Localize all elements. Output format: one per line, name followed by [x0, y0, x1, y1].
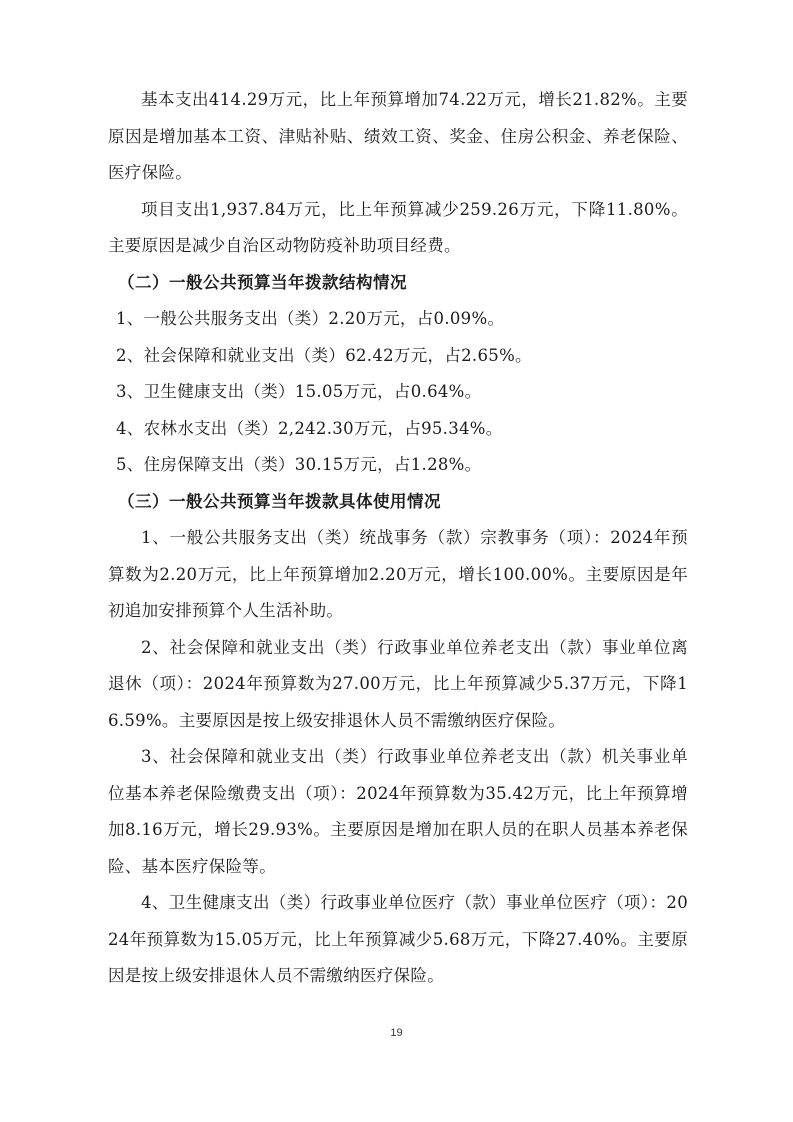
list-item: 5、住房保障支出（类）30.15万元，占1.28%。 — [116, 455, 482, 474]
paragraph-project-expenditure: 项目支出1,937.84万元，比上年预算减少259.26万元，下降11.80%。主要原因是减少自治区动物防疫补助项目经费。 — [108, 199, 688, 255]
paragraph-usage-2: 2、社会保障和就业支出（类）行政事业单位养老支出（款）事业单位离退休（项）：2024年预算数为27.00万元，比上年预算减少5.37万元，下降16.59%。主要原因是按上级安排退休人员不需缴纳医疗保险。 — [108, 637, 688, 730]
paragraph-basic-expenditure: 基本支出414.29万元，比上年预算增加74.22万元，增长21.82%。主要原因是增加基本工资、津贴补贴、绩效工资、奖金、住房公积金、养老保险、医疗保险。 — [108, 90, 688, 182]
list-item: 2、社会保障和就业支出（类）62.42万元，占2.65%。 — [116, 345, 532, 365]
list-item: 3、卫生健康支出（类）15.05万元，占0.64%。 — [116, 382, 482, 401]
section-heading-usage: （三）一般公共预算当年拨款具体使用情况 — [118, 491, 441, 511]
paragraph-usage-1: 1、一般公共服务支出（类）统战事务（款）宗教事务（项）：2024年预算数为2.20万元，比上年预算增加2.20万元，增长100.00%。主要原因是年初追加安排预算个人生活补助。 — [108, 528, 688, 620]
list-item: 1、一般公共服务支出（类）2.20万元，占0.09%。 — [116, 309, 505, 328]
list-item: 4、农林水支出（类）2,242.30万元，占95.34%。 — [116, 418, 503, 438]
section-heading-structure: （二）一般公共预算当年拨款结构情况 — [118, 272, 407, 292]
page-number: 19 — [390, 1027, 403, 1039]
document-body — [108, 82, 688, 995]
paragraph-usage-3: 3、社会保障和就业支出（类）行政事业单位养老支出（款）机关事业单位基本养老保险缴费支出（项）：2024年预算数为35.42万元，比上年预算增加8.16万元，增长29.93%。主要原因是增加在职人员的在职人员基本养老保险、基本医疗保险等。 — [108, 747, 688, 876]
paragraph-usage-4: 4、卫生健康支出（类）行政事业单位医疗（款）事业单位医疗（项）：2024年预算数为15.05万元，比上年预算减少5.68万元，下降27.40%。主要原因是按上级安排退休人员不需缴纳医疗保险。 — [108, 893, 688, 985]
